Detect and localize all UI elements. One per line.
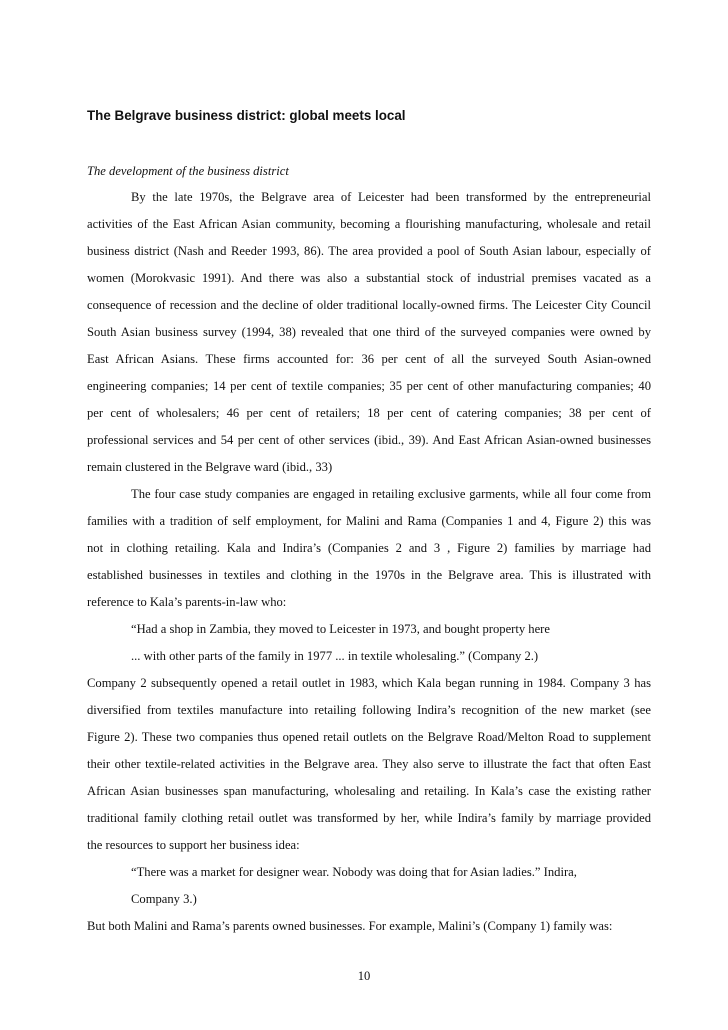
- paragraph-line: Figure 2). These two companies thus opened retail outlets on the Belgrave Road/Melton Road to supplement: [87, 730, 651, 744]
- paragraph-line: East African Asians. These firms accounted for: 36 per cent of all the surveyed South Asian-owned: [87, 352, 651, 366]
- paragraph-line: engineering companies; 14 per cent of textile companies; 35 per cent of other manufacturing companies; 40: [87, 379, 651, 393]
- subsection-heading: The development of the business district: [87, 164, 289, 178]
- paragraph-line: business district (Nash and Reeder 1993, 86). The area provided a pool of South Asian labour, especially of: [87, 244, 651, 258]
- paragraph-line: By the late 1970s, the Belgrave area of Leicester had been transformed by the entrepreneurial: [131, 190, 651, 204]
- paragraph-line: Company 2 subsequently opened a retail outlet in 1983, which Kala began running in 1984. Company 3 has: [87, 676, 651, 690]
- paragraph-line: consequence of recession and the decline of older traditional locally-owned firms. The Leicester City Council: [87, 298, 651, 312]
- paragraph-line: remain clustered in the Belgrave ward (ibid., 33): [87, 460, 333, 474]
- paragraph-line: But both Malini and Rama’s parents owned businesses. For example, Malini’s (Company 1) family was:: [87, 919, 613, 933]
- paragraph-line: The four case study companies are engaged in retailing exclusive garments, while all four come from: [131, 487, 651, 501]
- paragraph-line: their other textile-related activities in the Belgrave area. They also serve to illustrate the fact that often East: [87, 757, 651, 771]
- paragraph-line: African Asian businesses span manufacturing, wholesaling and retailing. In Kala’s case the existing rather: [87, 784, 651, 798]
- paragraph-line: activities of the East African Asian community, becoming a flourishing manufacturing, wholesale and retail: [87, 217, 651, 231]
- quote-line: “There was a market for designer wear. Nobody was doing that for Asian ladies.” Indira,: [131, 865, 577, 879]
- page-number: 10: [357, 969, 371, 983]
- quote-line: ... with other parts of the family in 1977 ... in textile wholesaling.” (Company 2.): [131, 649, 539, 663]
- paragraph-line: South Asian business survey (1994, 38) revealed that one third of the surveyed companies were owned by: [87, 325, 651, 339]
- paragraph-line: established businesses in textiles and clothing in the 1970s in the Belgrave area. This is illustrated with: [87, 568, 651, 582]
- paragraph-line: families with a tradition of self employment, for Malini and Rama (Companies 1 and 4, Figure 2) this was: [87, 514, 651, 528]
- quote-line: Company 3.): [131, 892, 197, 906]
- paragraph-line: per cent of wholesalers; 46 per cent of retailers; 18 per cent of catering companies; 38 per cent of: [87, 406, 651, 420]
- paragraph-line: not in clothing retailing. Kala and Indira’s (Companies 2 and 3 , Figure 2) families by marriage had: [87, 541, 651, 555]
- paragraph-line: women (Morokvasic 1991). And there was also a substantial stock of industrial premises vacated as a: [87, 271, 651, 285]
- paragraph-line: professional services and 54 per cent of other services (ibid., 39). And East African Asian-owned businesses: [87, 433, 651, 447]
- paragraph-line: traditional family clothing retail outlet was transformed by her, while Indira’s family by marriage provided: [87, 811, 651, 825]
- paragraph-line: diversified from textiles manufacture into retailing following Indira’s recognition of the new market (see: [87, 703, 651, 717]
- quote-line: “Had a shop in Zambia, they moved to Leicester in 1973, and bought property here: [131, 622, 550, 636]
- section-heading: The Belgrave business district: global meets local: [87, 108, 406, 123]
- paragraph-line: reference to Kala’s parents-in-law who:: [87, 595, 287, 609]
- paragraph-line: the resources to support her business idea:: [87, 838, 300, 852]
